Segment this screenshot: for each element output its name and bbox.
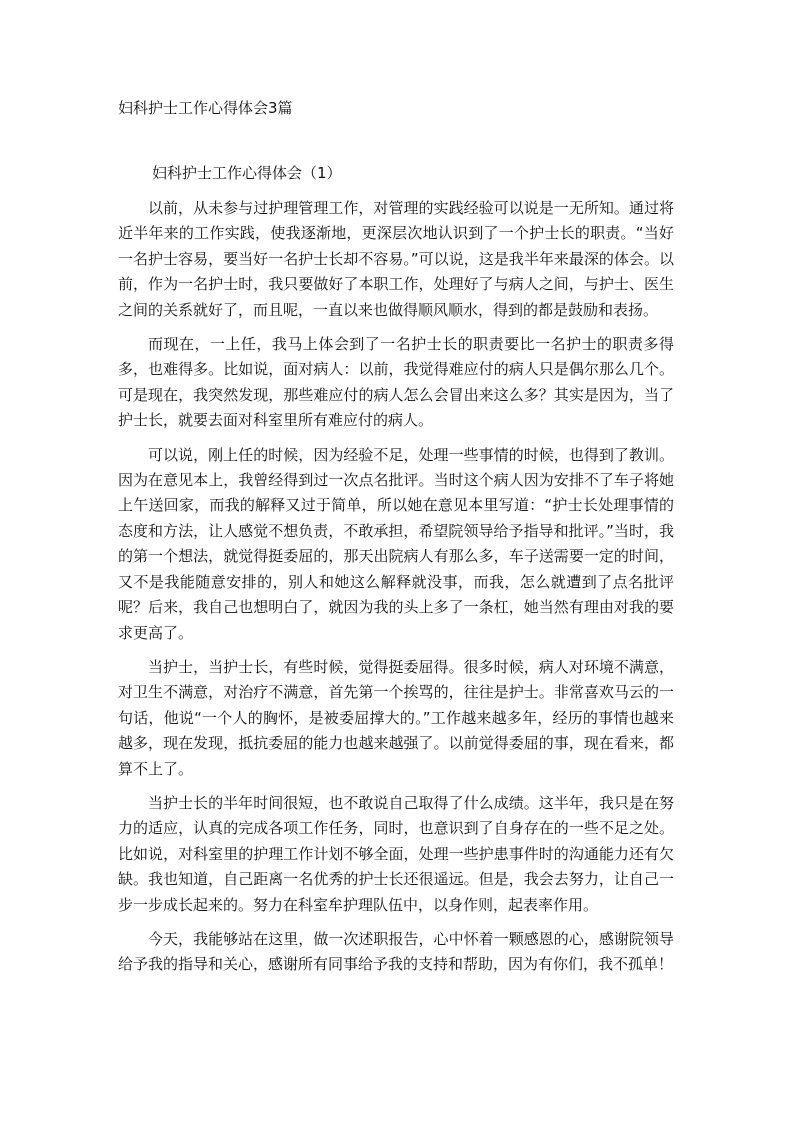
paragraph: 当护士长的半年时间很短，也不敢说自己取得了什么成绩。这半年，我只是在努力的适应，认真的完成各项工作任务，同时，也意识到了自身存在的一些不足之处。比如说，对科室里的护理工作计划不够全面，处理一些护患事件时的沟通能力还有欠缺。我也知道，自己距离一名优秀的护士长还很遥远。但是，我会去努力，让自己一步一步成长起来的。努力在科室牟护理队伍中，以身作则，起表率作用。 [118,793,674,914]
section-title: 妇科护士工作心得体会（1） [152,164,342,182]
paragraph: 今天，我能够站在这里，做一次述职报告，心中怀着一颗感恩的心，感谢院领导给予我的指导和关心，感谢所有同事给予我的支持和帮助，因为有你们，我不孤单！ [118,929,674,974]
document-title: 妇科护士工作心得体会3篇 [118,99,293,117]
document-body [118,196,674,987]
paragraph: 以前，从未参与过护理管理工作，对管理的实践经验可以说是一无所知。通过将近半年来的工作实践，使我逐渐地，更深层次地认识到了一个护士长的职责。“当好一名护士容易，要当好一名护士长却不容易。”可以说，这是我半年来最深的体会。以前，作为一名护士时，我只要做好了本职工作，处理好了与病人之间，与护士、医生之间的关系就好了，而且呢，一直以来也做得顺风顺水，得到的都是鼓励和表扬。 [118,199,674,319]
paragraph: 而现在，一上任，我马上体会到了一名护士长的职责要比一名护士的职责多得多，也难得多。比如说，面对病人：以前，我觉得难应付的病人只是偶尔那么几个。可是现在，我突然发现，那些难应付的病人怎么会冒出来这么多？其实是因为，当了护士长，就要去面对科室里所有难应付的病人。 [118,335,674,430]
paragraph: 当护士，当护士长，有些时候，觉得挺委屈得。很多时候，病人对环境不满意，对卫生不满意，对治疗不满意，首先第一个挨骂的，往往是护士。非常喜欢马云的一句话，他说“一个人的胸怀，是被委屈撑大的。”工作越来越多年，经历的事情也越来越多，现在发现，抵抗委屈的能力也越来越强了。以前觉得委屈的事，现在看来，都算不上了。 [118,657,674,778]
paragraph: 可以说，刚上任的时候，因为经验不足，处理一些事情的时候，也得到了教训。因为在意见本上，我曾经得到过一次点名批评。当时这个病人因为安排不了车子将她上午送回家，而我的解释又过于简单，所以她在意见本里写道：“护士长处理事情的态度和方法，让人感觉不想负责，不敢承担，希望院领导给予指导和批评。”当时，我的第一个想法，就觉得挺委屈的，那天出院病人有那么多，车子送需要一定的时间，又不是我能随意安排的，别人和她这么解释就没事，而我，怎么就遭到了点名批评呢？后来，我自己也想明白了，就因为我的头上多了一条杠，她当然有理由对我的要求更高了。 [118,445,674,642]
